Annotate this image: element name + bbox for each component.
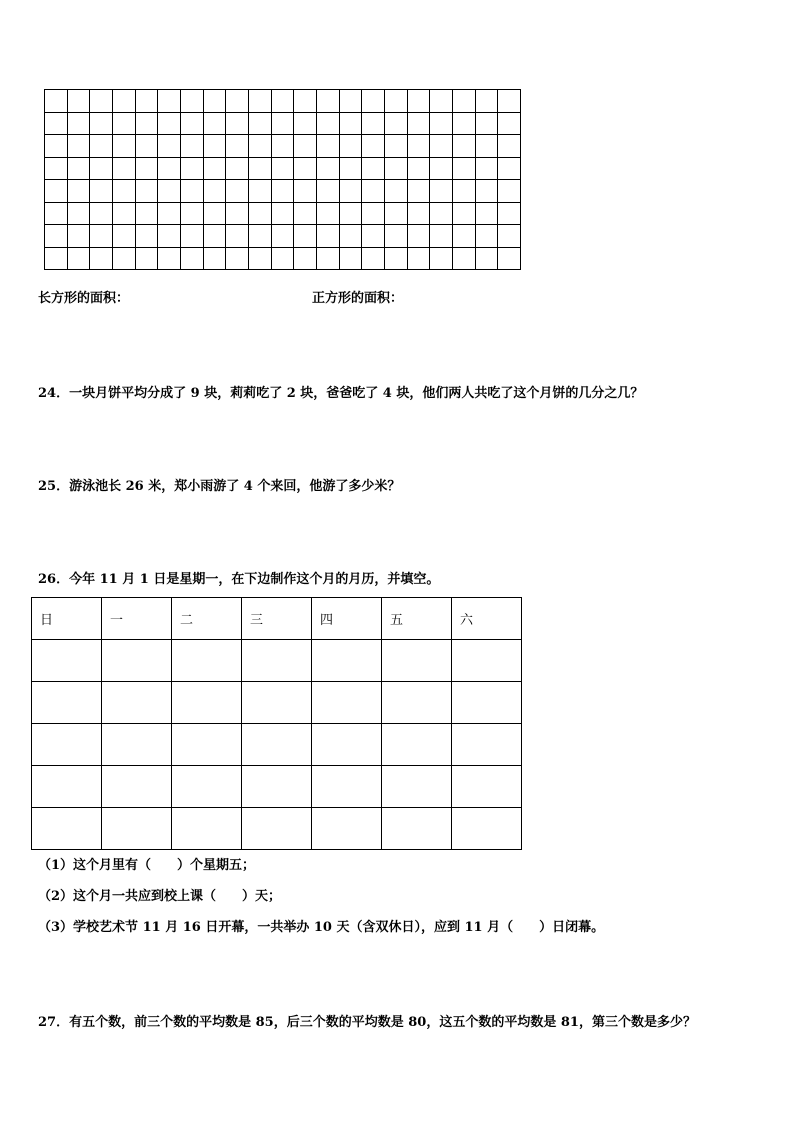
grid-cell xyxy=(226,203,249,226)
question-26: 26．今年 11 月 1 日是星期一，在下边制作这个月的月历，并填空。 xyxy=(38,572,440,587)
grid-cell xyxy=(294,158,317,181)
calendar-row xyxy=(32,808,522,850)
grid-cell xyxy=(226,135,249,158)
grid-cell xyxy=(408,158,431,181)
calendar-header-thu: 四 xyxy=(312,598,382,640)
grid-cell xyxy=(294,113,317,136)
grid-cell xyxy=(249,158,272,181)
grid-cell xyxy=(113,203,136,226)
calendar-cell[interactable] xyxy=(242,724,312,766)
grid-cell xyxy=(204,225,227,248)
grid-cell xyxy=(476,180,499,203)
grid-cell xyxy=(453,90,476,113)
grid-cell xyxy=(498,225,521,248)
grid-cell xyxy=(408,135,431,158)
grid-cell xyxy=(294,180,317,203)
grid-cell xyxy=(498,135,521,158)
calendar-row xyxy=(32,682,522,724)
calendar-cell[interactable] xyxy=(312,640,382,682)
grid-cell xyxy=(340,90,363,113)
grid-cell xyxy=(90,225,113,248)
grid-cell xyxy=(498,113,521,136)
grid-cell xyxy=(181,248,204,271)
grid-cell xyxy=(181,90,204,113)
grid-cell xyxy=(158,113,181,136)
grid-cell xyxy=(68,113,91,136)
grid-cell xyxy=(181,158,204,181)
grid-cell xyxy=(90,203,113,226)
grid-cell xyxy=(340,135,363,158)
grid-cell xyxy=(430,225,453,248)
grid-cell xyxy=(136,158,159,181)
grid-cell xyxy=(476,203,499,226)
grid-cell xyxy=(136,135,159,158)
grid-cell xyxy=(181,135,204,158)
calendar-row xyxy=(32,766,522,808)
calendar-cell[interactable] xyxy=(382,724,452,766)
grid-cell xyxy=(476,225,499,248)
calendar-cell[interactable] xyxy=(32,640,102,682)
grid-cell xyxy=(340,180,363,203)
question-25: 25．游泳池长 26 米，郑小雨游了 4 个来回，他游了多少米？ xyxy=(38,479,401,494)
grid-cell xyxy=(45,135,68,158)
question-26-sub-3: （3）学校艺术节 11 月 16 日开幕，一共举办 10 天（含双休日），应到 11 月（ ）日闭幕。 xyxy=(38,920,605,935)
grid-cell xyxy=(136,90,159,113)
grid-cell xyxy=(249,113,272,136)
grid-cell xyxy=(68,225,91,248)
grid-cell xyxy=(158,135,181,158)
calendar-cell[interactable] xyxy=(32,766,102,808)
grid-cell xyxy=(204,135,227,158)
grid-cell xyxy=(158,225,181,248)
grid-cell xyxy=(45,90,68,113)
grid-cell xyxy=(272,135,295,158)
grid-cell xyxy=(385,113,408,136)
grid-cell xyxy=(204,203,227,226)
question-24: 24．一块月饼平均分成了 9 块，莉莉吃了 2 块，爸爸吃了 4 块，他们两人共吃了这个月饼的几分之几？ xyxy=(38,386,644,401)
grid-cell xyxy=(136,248,159,271)
grid-cell xyxy=(181,225,204,248)
grid-cell xyxy=(340,203,363,226)
grid-cell xyxy=(68,203,91,226)
calendar-cell[interactable] xyxy=(102,766,172,808)
calendar-cell[interactable] xyxy=(172,682,242,724)
grid-cell xyxy=(204,158,227,181)
calendar-cell[interactable] xyxy=(242,766,312,808)
calendar-cell[interactable] xyxy=(32,682,102,724)
grid-cell xyxy=(90,180,113,203)
grid-cell xyxy=(385,90,408,113)
calendar-header-wed: 三 xyxy=(242,598,312,640)
calendar-header-fri: 五 xyxy=(382,598,452,640)
grid-cell xyxy=(68,135,91,158)
grid-cell xyxy=(90,248,113,271)
grid-cell xyxy=(45,158,68,181)
grid-cell xyxy=(340,225,363,248)
grid-cell xyxy=(113,90,136,113)
grid-cell xyxy=(158,180,181,203)
calendar-cell[interactable] xyxy=(242,682,312,724)
grid-cell xyxy=(430,180,453,203)
calendar-header-sat: 六 xyxy=(452,598,522,640)
grid-cell xyxy=(272,113,295,136)
question-26-sub-2: （2）这个月一共应到校上课（ ）天； xyxy=(38,889,282,904)
grid-cell xyxy=(272,180,295,203)
grid-cell xyxy=(204,90,227,113)
grid-cell xyxy=(226,158,249,181)
calendar-cell[interactable] xyxy=(312,682,382,724)
grid-cell xyxy=(430,90,453,113)
grid-cell xyxy=(272,248,295,271)
grid-cell xyxy=(249,248,272,271)
grid-cell xyxy=(90,90,113,113)
grid-cell xyxy=(249,90,272,113)
grid-cell xyxy=(136,113,159,136)
calendar-cell[interactable] xyxy=(452,766,522,808)
grid-cell xyxy=(158,203,181,226)
grid-cell xyxy=(385,135,408,158)
calendar-cell[interactable] xyxy=(242,808,312,850)
calendar-cell[interactable] xyxy=(382,766,452,808)
grid-cell xyxy=(385,180,408,203)
grid-cell xyxy=(453,203,476,226)
grid-cell xyxy=(453,225,476,248)
grid-cell xyxy=(476,113,499,136)
grid-cell xyxy=(68,90,91,113)
grid-cell xyxy=(204,113,227,136)
grid-cell xyxy=(385,158,408,181)
grid-cell xyxy=(498,158,521,181)
calendar-header-row xyxy=(32,598,522,640)
calendar-header-tue: 二 xyxy=(172,598,242,640)
grid-cell xyxy=(317,180,340,203)
question-26-sub-1: （1）这个月里有（ ）个星期五； xyxy=(38,858,256,873)
grid-cell xyxy=(45,113,68,136)
calendar-cell[interactable] xyxy=(102,808,172,850)
grid-cell xyxy=(226,248,249,271)
grid-cell xyxy=(90,135,113,158)
grid-cell xyxy=(498,180,521,203)
calendar-cell[interactable] xyxy=(172,808,242,850)
grid-cell xyxy=(362,248,385,271)
grid-cell xyxy=(294,203,317,226)
grid-cell xyxy=(408,113,431,136)
grid-cell xyxy=(68,248,91,271)
grid-cell xyxy=(430,135,453,158)
grid-cell xyxy=(385,203,408,226)
calendar-cell[interactable] xyxy=(32,724,102,766)
grid-cell xyxy=(362,90,385,113)
grid-cell xyxy=(453,248,476,271)
grid-cell xyxy=(362,180,385,203)
grid-cell xyxy=(408,225,431,248)
grid-cell xyxy=(408,203,431,226)
grid-cell xyxy=(272,225,295,248)
grid-cell xyxy=(113,113,136,136)
grid-cell xyxy=(317,203,340,226)
grid-cell xyxy=(204,248,227,271)
grid-paper xyxy=(44,89,521,270)
grid-cell xyxy=(317,135,340,158)
calendar-cell[interactable] xyxy=(242,640,312,682)
calendar-cell[interactable] xyxy=(452,640,522,682)
grid-cell xyxy=(498,90,521,113)
grid-cell xyxy=(430,158,453,181)
calendar-cell[interactable] xyxy=(452,724,522,766)
grid-cell xyxy=(476,248,499,271)
grid-cell xyxy=(158,248,181,271)
grid-cell xyxy=(430,248,453,271)
grid-cell xyxy=(317,248,340,271)
grid-cell xyxy=(362,225,385,248)
calendar-table xyxy=(31,597,522,850)
grid-cell xyxy=(113,180,136,203)
grid-cell xyxy=(340,113,363,136)
grid-cell xyxy=(294,90,317,113)
grid-cell xyxy=(45,248,68,271)
grid-cell xyxy=(408,180,431,203)
grid-cell xyxy=(476,90,499,113)
grid-cell xyxy=(45,225,68,248)
grid-cell xyxy=(272,90,295,113)
grid-cell xyxy=(430,113,453,136)
grid-cell xyxy=(498,203,521,226)
grid-cell xyxy=(453,158,476,181)
grid-cell xyxy=(476,158,499,181)
grid-cell xyxy=(113,158,136,181)
grid-cell xyxy=(453,180,476,203)
grid-cell xyxy=(408,248,431,271)
grid-cell xyxy=(136,225,159,248)
grid-cell xyxy=(294,135,317,158)
grid-cell xyxy=(498,248,521,271)
question-27: 27．有五个数，前三个数的平均数是 85，后三个数的平均数是 80，这五个数的平均数是 81，第三个数是多少？ xyxy=(38,1015,696,1030)
grid-cell xyxy=(90,158,113,181)
grid-cell xyxy=(158,90,181,113)
grid-cell xyxy=(249,203,272,226)
calendar-cell[interactable] xyxy=(382,640,452,682)
grid-cell xyxy=(113,135,136,158)
grid-cell xyxy=(453,135,476,158)
grid-cell xyxy=(181,113,204,136)
calendar-row xyxy=(32,724,522,766)
grid-cell xyxy=(362,113,385,136)
grid-cell xyxy=(226,180,249,203)
grid-cell xyxy=(45,180,68,203)
grid-cell xyxy=(68,158,91,181)
calendar-cell[interactable] xyxy=(172,766,242,808)
grid-cell xyxy=(317,113,340,136)
grid-cell xyxy=(362,203,385,226)
grid-cell xyxy=(317,225,340,248)
grid-cell xyxy=(136,203,159,226)
grid-cell xyxy=(249,225,272,248)
grid-cell xyxy=(272,203,295,226)
grid-cell xyxy=(136,180,159,203)
calendar-cell[interactable] xyxy=(102,724,172,766)
grid-cell xyxy=(158,158,181,181)
grid-cell xyxy=(385,225,408,248)
grid-cell xyxy=(294,248,317,271)
grid-cell xyxy=(294,225,317,248)
grid-cell xyxy=(181,203,204,226)
calendar-cell[interactable] xyxy=(32,808,102,850)
grid-cell xyxy=(249,180,272,203)
grid-cell xyxy=(340,158,363,181)
calendar-cell[interactable] xyxy=(312,808,382,850)
calendar-header-sun: 日 xyxy=(32,598,102,640)
square-area-label: 正方形的面积： xyxy=(312,291,404,306)
grid-cell xyxy=(385,248,408,271)
calendar-cell[interactable] xyxy=(312,724,382,766)
grid-cell xyxy=(68,180,91,203)
calendar-cell[interactable] xyxy=(102,640,172,682)
calendar-header-mon: 一 xyxy=(102,598,172,640)
calendar-cell[interactable] xyxy=(312,766,382,808)
grid-cell xyxy=(272,158,295,181)
grid-cell xyxy=(476,135,499,158)
grid-cell xyxy=(340,248,363,271)
calendar-cell[interactable] xyxy=(172,724,242,766)
grid-cell xyxy=(408,90,431,113)
grid-cell xyxy=(45,203,68,226)
calendar-cell[interactable] xyxy=(102,682,172,724)
calendar-cell[interactable] xyxy=(172,640,242,682)
grid-cell xyxy=(90,113,113,136)
grid-cell xyxy=(362,135,385,158)
grid-cell xyxy=(226,225,249,248)
grid-cell xyxy=(453,113,476,136)
grid-cell xyxy=(226,113,249,136)
calendar-row xyxy=(32,640,522,682)
calendar-cell[interactable] xyxy=(452,808,522,850)
grid-cell xyxy=(430,203,453,226)
calendar-cell[interactable] xyxy=(452,682,522,724)
grid-cell xyxy=(204,180,227,203)
grid-cell xyxy=(362,158,385,181)
grid-cell xyxy=(113,225,136,248)
calendar-cell[interactable] xyxy=(382,682,452,724)
grid-cell xyxy=(249,135,272,158)
grid-cell xyxy=(317,90,340,113)
grid-cell xyxy=(317,158,340,181)
grid-cell xyxy=(113,248,136,271)
calendar-cell[interactable] xyxy=(382,808,452,850)
grid-cell xyxy=(181,180,204,203)
rectangle-area-label: 长方形的面积： xyxy=(38,291,130,306)
grid-cell xyxy=(226,90,249,113)
